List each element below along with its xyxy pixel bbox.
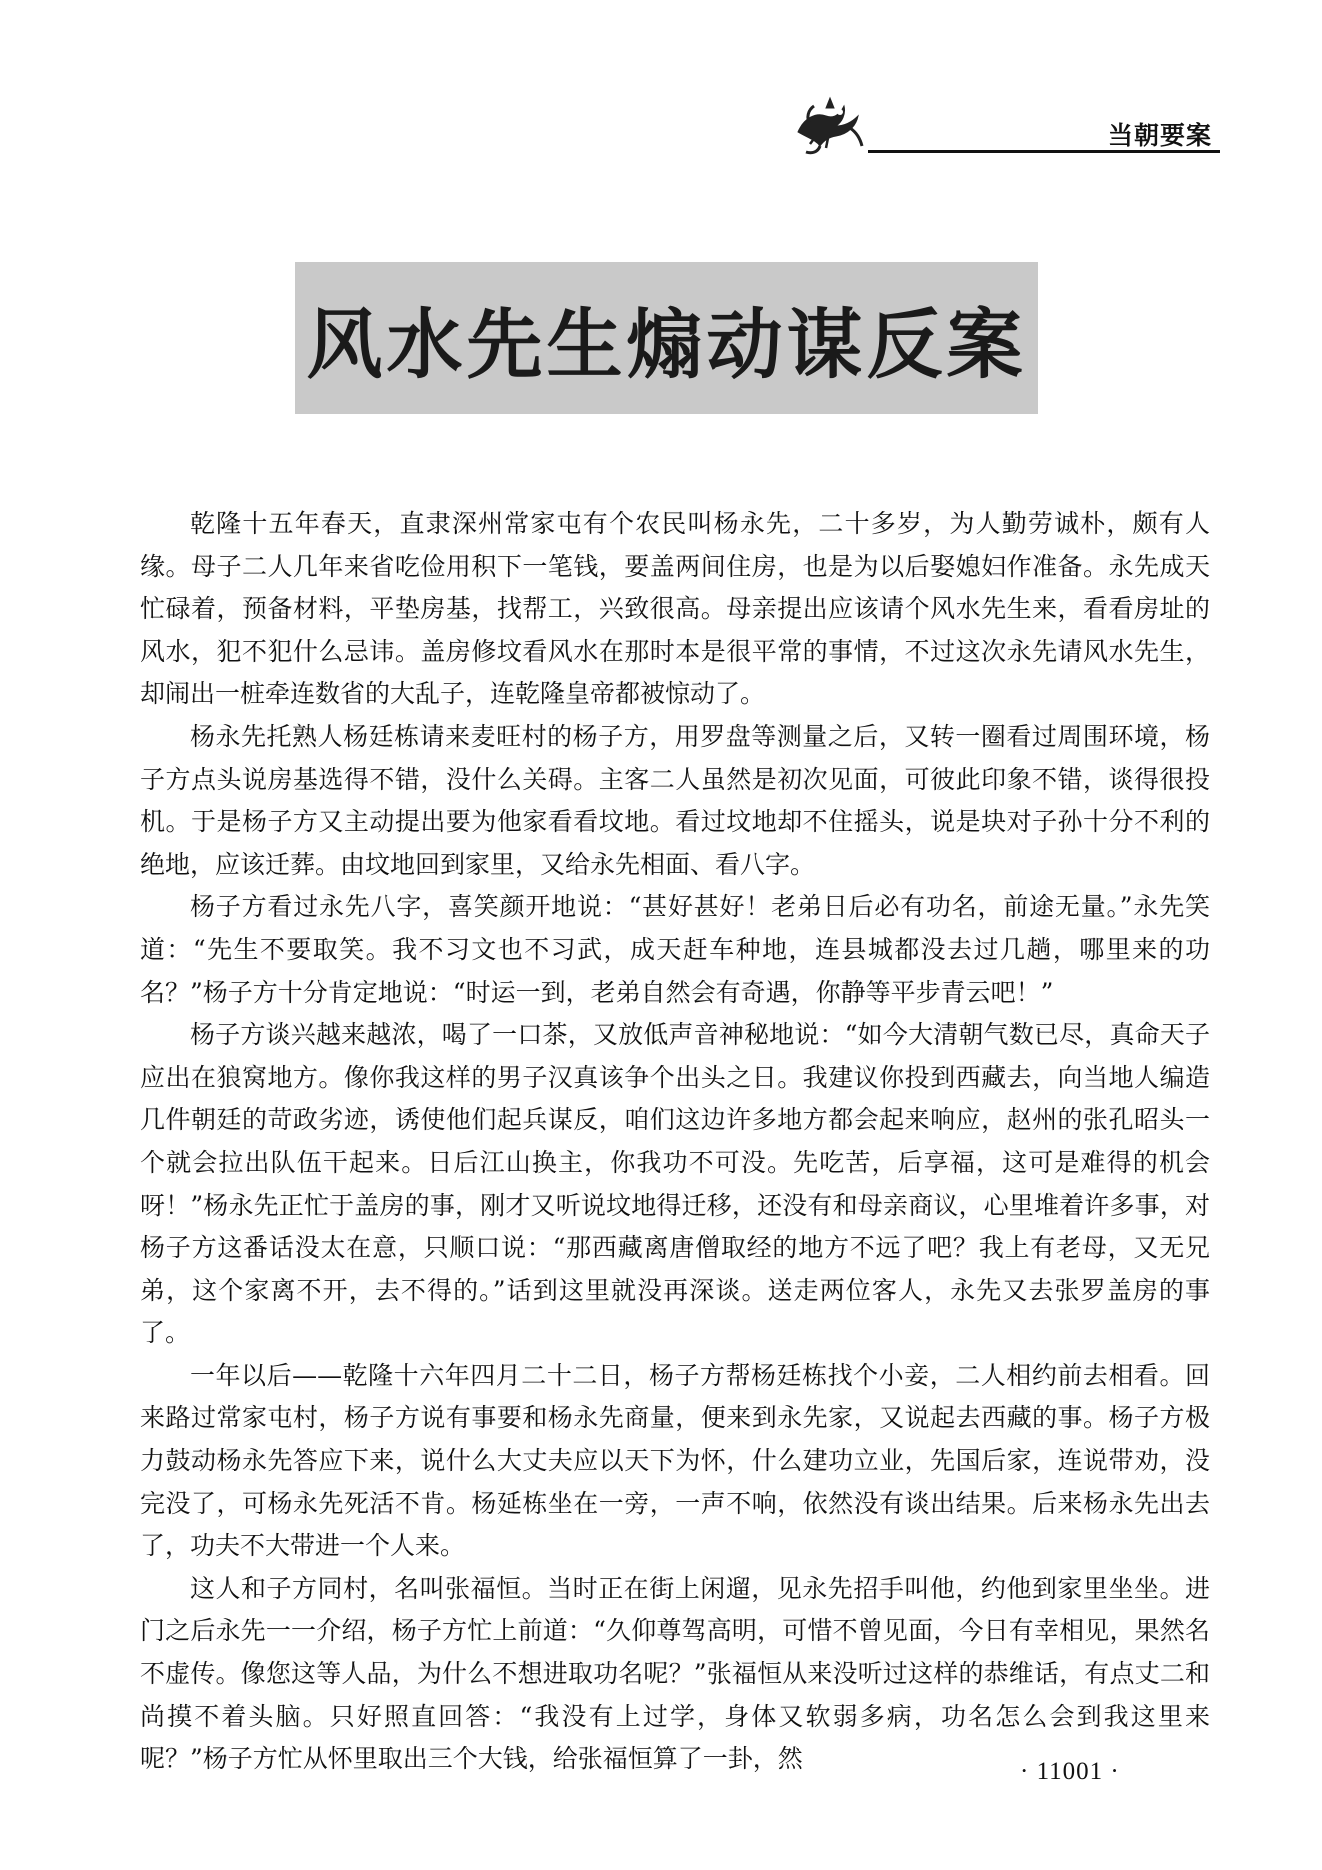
paragraph: 杨子方谈兴越来越浓，喝了一口茶，又放低声音神秘地说：“如今大清朝气数已尽，真命天子应出在狼窝地方。像你我这样的男子汉真该争个出头之日。我建议你投到西藏去，向当地人编造几件朝廷的苛政劣迹，诱使他们起兵谋反，咱们这边许多地方都会起来响应，赵州的张孔昭头一个就会拉出队伍干起来。日后江山换主，你我功不可没。先吃苦，后享福，这可是难得的机会呀！”杨永先正忙于盖房的事，刚才又听说坟地得迁移，还没有和母亲商议，心里堆着许多事，对杨子方这番话没太在意，只顺口说：“那西藏离唐僧取经的地方不远了吧？我上有老母，又无兄弟，这个家离不开，去不得的。”话到这里就没再深谈。送走两位客人，永先又去张罗盖房的事了。: [140, 1020, 1210, 1348]
paragraph: 一年以后——乾隆十六年四月二十二日，杨子方帮杨廷栋找个小妾，二人相约前去相看。回来路过常家屯村，杨子方说有事要和杨永先商量，便来到永先家，又说起去西藏的事。杨子方极力鼓动杨永先答应下来，说什么大丈夫应以天下为怀，什么建功立业，先国后家，连说带劝，没完没了，可杨永先死活不肯。杨延栋坐在一旁，一声不响，依然没有谈出结果。后来杨永先出去了，功夫不大带进一个人来。: [140, 1360, 1210, 1561]
paragraph: 乾隆十五年春天，直隶深州常家屯有个农民叫杨永先，二十多岁，为人勤劳诚朴，颇有人缘。母子二人几年来省吃俭用积下一笔钱，要盖两间住房，也是为以后娶媳妇作准备。永先成天忙碌着，预备材料，平垫房基，找帮工，兴致很高。母亲提出应该请个风水先生来，看看房址的风水，犯不犯什么忌讳。盖房修坟看风水在那时本是很平常的事情，不过这次永先请风水先生，却闹出一桩牵连数省的大乱子，连乾隆皇帝都被惊动了。: [140, 509, 1210, 709]
running-header: [790, 88, 1220, 158]
paragraph: 杨子方看过永先八字，喜笑颜开地说：“甚好甚好！老弟日后必有功名，前途无量。”永先笑道：“先生不要取笑。我不习文也不习武，成天赶车种地，连县城都没去过几趟，哪里来的功名？”杨子方十分肯定地说：“时运一到，老弟自然会有奇遇，你静等平步青云吧！”: [140, 892, 1210, 1007]
article-body: [140, 503, 1210, 1781]
article-title-banner: [295, 262, 1038, 414]
dragon-emblem-icon: [790, 88, 870, 158]
paragraph: 杨永先托熟人杨廷栋请来麦旺村的杨子方，用罗盘等测量之后，又转一圈看过周围环境，杨子方点头说房基选得不错，没什么关碍。主客二人虽然是初次见面，可彼此印象不错，谈得很投机。于是杨子方又主动提出要为他家看看坟地。看过坟地却不住摇头，说是块对子孙十分不利的绝地，应该迁葬。由坟地回到家里，又给永先相面、看八字。: [140, 721, 1210, 879]
section-title: 当朝要案: [1107, 121, 1212, 150]
paragraph: 这人和子方同村，名叫张福恒。当时正在街上闲遛，见永先招手叫他，约他到家里坐坐。进门之后永先一一介绍，杨子方忙上前道：“久仰尊驾高明，可惜不曾见面，今日有幸相见，果然名不虚传。像您这等人品，为什么不想进取功名呢？”张福恒从来没听过这样的恭维话，有点丈二和尚摸不着头脑。只好照直回答：“我没有上过学，身体又软弱多病，功名怎么会到我这里来呢？”杨子方忙从怀里取出三个大钱，给张福恒算了一卦，然: [140, 1573, 1210, 1774]
article-title: 风水先生煽动谋反案: [306, 299, 1027, 389]
page-number: · 11001 ·: [1020, 1758, 1120, 1785]
